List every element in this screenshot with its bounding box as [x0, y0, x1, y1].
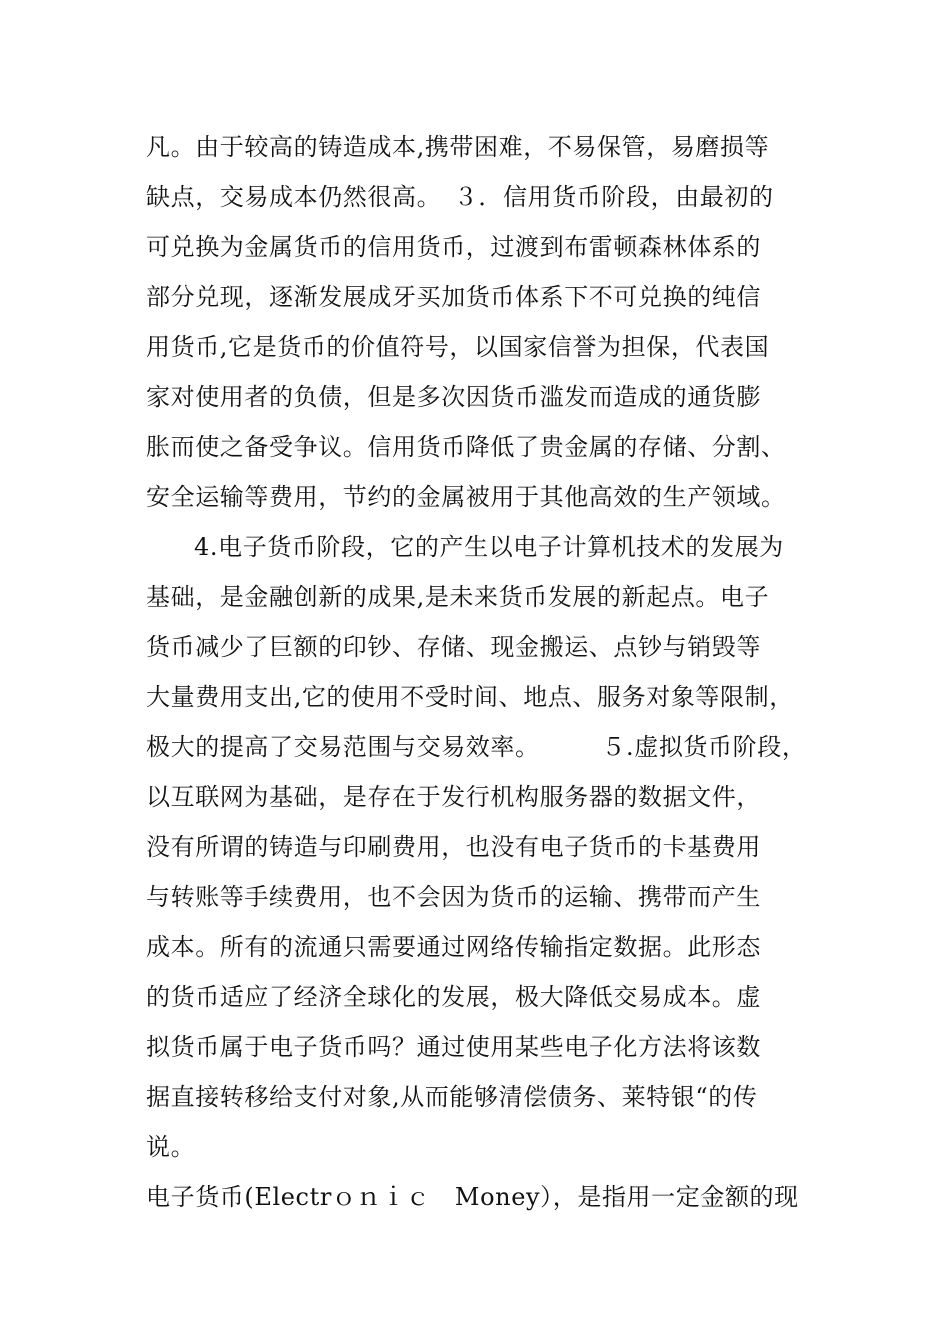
- text-line-8: 安全运输等费用，节约的金属被用于其他高效的生产领域。: [146, 483, 786, 511]
- text-line-21: 说。: [146, 1133, 196, 1161]
- text-line-22: 电子货币(Electrｏｎｉｃ Money），是指用一定金额的现: [146, 1183, 799, 1211]
- text-line-4: 部分兑现，逐渐发展成牙买加货币体系下不可兑换的纯信: [146, 283, 761, 311]
- text-line-19: 拟货币属于电子货币吗？通过使用某些电子化方法将该数: [146, 1033, 761, 1061]
- text-line-18: 的货币适应了经济全球化的发展，极大降低交易成本。虚: [146, 983, 761, 1011]
- text-line-3: 可兑换为金属货币的信用货币，过渡到布雷顿森林体系的: [146, 233, 761, 261]
- text-line-14: 以互联网为基础，是存在于发行机构服务器的数据文件，: [146, 783, 761, 811]
- text-line-10: 基础，是金融创新的成果,是未来货币发展的新起点。电子: [146, 583, 770, 611]
- text-line-6: 家对使用者的负债，但是多次因货币滥发而造成的通货膨: [146, 383, 761, 411]
- text-line-7: 胀而使之备受争议。信用货币降低了贵金属的存储、分割、: [146, 433, 786, 461]
- text-line-11: 货币减少了巨额的印钞、存储、现金搬运、点钞与销毁等: [146, 633, 761, 661]
- text-line-15: 没有所谓的铸造与印刷费用，也没有电子货币的卡基费用: [146, 833, 761, 861]
- text-line-16: 与转账等手续费用，也不会因为货币的运输、携带而产生: [146, 883, 761, 911]
- text-line-5: 用货币,它是货币的价值符号，以国家信誉为担保，代表国: [146, 333, 770, 361]
- text-line-13: 极大的提高了交易范围与交易效率。 ５.虚拟货币阶段，: [146, 733, 807, 761]
- text-line-2: 缺点，交易成本仍然很高。 ３．信用货币阶段，由最初的: [146, 183, 774, 211]
- text-line-20: 据直接转移给支付对象,从而能够清偿债务、莱特银“的传: [146, 1083, 758, 1111]
- text-line-9: 4.电子货币阶段，它的产生以电子计算机技术的发展为: [194, 533, 784, 561]
- text-line-17: 成本。所有的流通只需要通过网络传输指定数据。此形态: [146, 933, 761, 961]
- text-line-1: 凡。由于较高的铸造成本,携带困难，不易保管，易磨损等: [146, 133, 770, 161]
- text-line-12: 大量费用支出,它的使用不受时间、地点、服务对象等限制，: [146, 683, 794, 711]
